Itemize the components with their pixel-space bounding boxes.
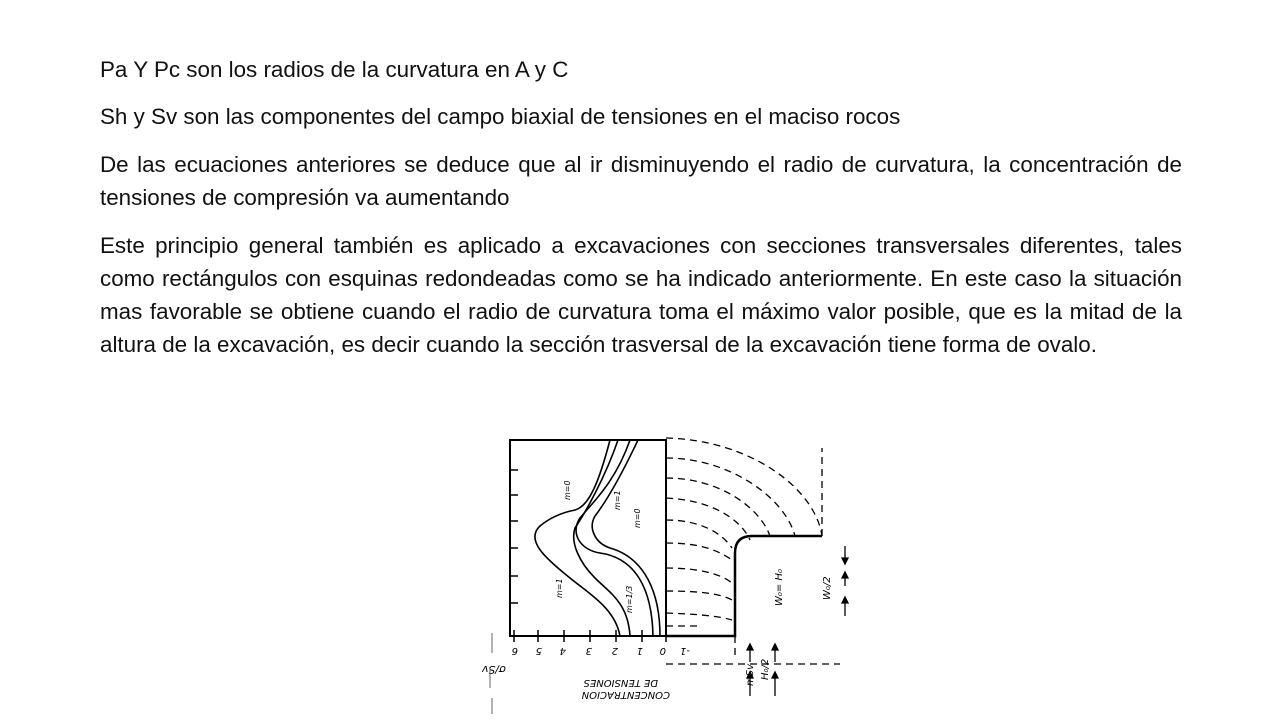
curve-label-m0-top: m=0 [563,480,572,500]
paragraph-componentes: Sh y Sv son las componentes del campo biaxial de tensiones en el maciso rocos [100,104,901,129]
dashed-contours [666,438,840,664]
curve-label-m1-3: m=1/3 [625,585,634,613]
axis-title-line2: DE TENSIONES [583,677,658,688]
axis-tick-3: 3 [585,645,592,656]
curve-label-m0-right: m=0 [633,508,642,528]
axis-title-line1: CONCENTRACION [581,689,670,700]
axis-tick-2: 2 [611,645,618,656]
label-h0-half: H₀/2 [760,658,771,680]
axis-symbol: σ/Sv [481,663,506,676]
graph-frame [510,440,666,636]
label-m-sv: mSv [745,663,756,686]
axis-tick-5: 5 [535,645,542,656]
label-w0-eq-h0: W₀= H₀ [774,569,785,606]
inverted-axis-text [481,645,690,700]
curve-m0-right [576,440,653,636]
label-w0-half: W₀/2 [822,576,833,600]
paragraph-principio: Este principio general también es aplicado a excavaciones con secciones transversales diferentes, tales como rectángulos con esquinas redondeadas como se ha indicado anteriormente. En este caso la situación mas favorable se obtiene cuando el radio de curvatura toma el máximo valor posible, que es la mitad de la altura de la excavación, es decir cuando la sección trasversal de la excavación tiene forma de ovalo. [100,233,1182,357]
axis-tick-4: 4 [559,645,566,656]
stress-curves [535,440,660,636]
axis-tick-0: 0 [659,645,666,656]
left-axis-ticks [510,470,518,603]
paragraph-radios: Pa Y Pc son los radios de la curvatura en A y C [100,57,569,82]
curve-label-m1-top: m=1 [613,490,622,510]
paragraph-ecuaciones: De las ecuaciones anteriores se deduce que al ir disminuyendo el radio de curvatura, la concentración de tensiones de compresión va aumentando [100,152,1182,210]
stress-concentration-figure [470,428,870,720]
excavation-outline [666,536,822,636]
axis-tick-6: 6 [511,645,518,656]
axis-tick-1: 1 [636,645,643,656]
axis-tick-minus-1: -1 [680,645,690,656]
curve-label-m1-left: m=1 [555,578,564,598]
